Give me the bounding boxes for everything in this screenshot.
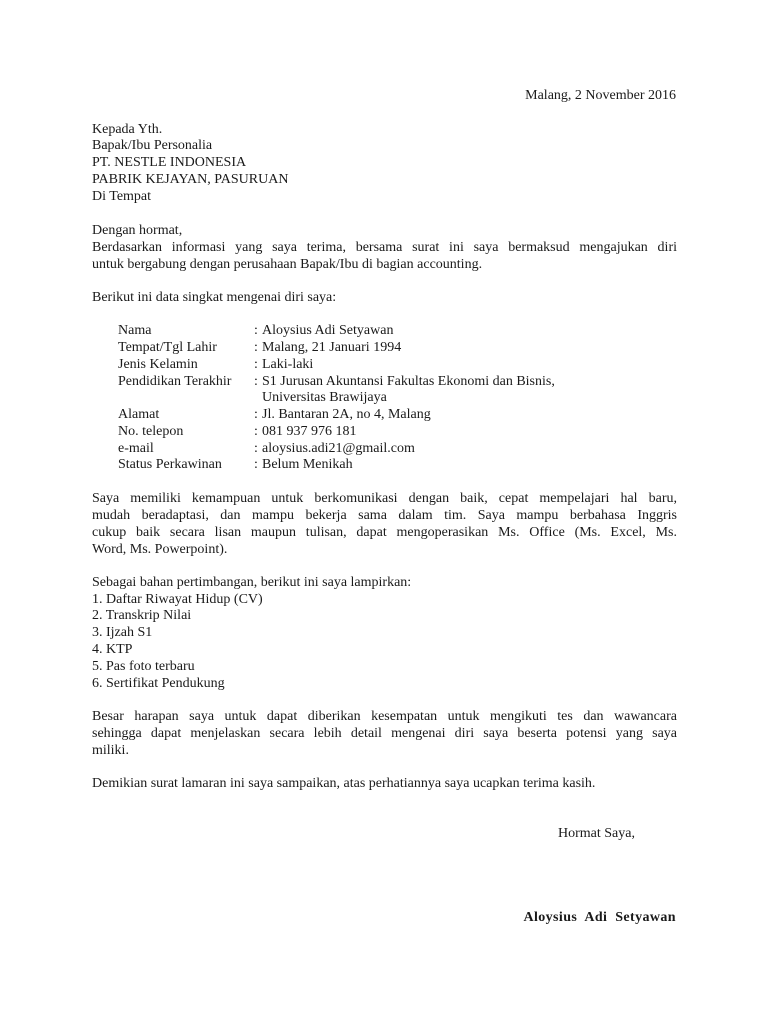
list-item: 6. Sertifikat Pendukung <box>92 676 225 691</box>
signature-name: Aloysius Adi Setyawan <box>523 910 676 925</box>
data-colon: : <box>254 374 258 389</box>
data-label: Status Perkawinan <box>118 457 222 472</box>
data-value: Belum Menikah <box>262 457 353 472</box>
regards: Hormat Saya, <box>558 826 635 841</box>
list-item: 4. KTP <box>92 642 133 657</box>
skills-line: mudah beradaptasi, dan mampu bekerja sama dalam tim. Saya mampu berbahasa Inggris <box>92 508 677 523</box>
data-label: Tempat/Tgl Lahir <box>118 340 217 355</box>
hope-line: Besar harapan saya untuk dapat diberikan kesempatan untuk mengikuti tes dan wawancara <box>92 709 677 724</box>
skills-line: Word, Ms. Powerpoint). <box>92 542 228 557</box>
recipient-line: PT. NESTLE INDONESIA <box>92 155 247 170</box>
recipient-line: Bapak/Ibu Personalia <box>92 138 213 153</box>
hope-line: sehingga dapat menjelaskan secara lebih detail mengenai diri saya beserta potensi yang saya <box>92 726 677 741</box>
skills-line: cukup baik secara lisan maupun tulisan, dapat mengoperasikan Ms. Office (Ms. Excel, Ms. <box>92 525 677 540</box>
data-label: Pendidikan Terakhir <box>118 374 232 389</box>
list-item: 2. Transkrip Nilai <box>92 608 192 623</box>
list-item: 1. Daftar Riwayat Hidup (CV) <box>92 592 263 607</box>
data-value: Aloysius Adi Setyawan <box>262 323 394 338</box>
list-item: 3. Ijzah S1 <box>92 625 153 640</box>
data-value: Malang, 21 Januari 1994 <box>262 340 402 355</box>
data-value: 081 937 976 181 <box>262 424 357 439</box>
data-heading: Berikut ini data singkat mengenai diri saya: <box>92 290 337 305</box>
data-colon: : <box>254 407 258 422</box>
intro-line: Berdasarkan informasi yang saya terima, bersama surat ini saya bermaksud mengajukan diri <box>92 240 677 255</box>
data-value: Jl. Bantaran 2A, no 4, Malang <box>262 407 431 422</box>
data-label: Nama <box>118 323 152 338</box>
data-value: Laki-laki <box>262 357 314 372</box>
data-value: Universitas Brawijaya <box>262 390 387 405</box>
data-colon: : <box>254 323 258 338</box>
data-label: e-mail <box>118 441 154 456</box>
data-value: aloysius.adi21@gmail.com <box>262 441 415 456</box>
recipient-line: Di Tempat <box>92 189 152 204</box>
recipient-line: PABRIK KEJAYAN, PASURUAN <box>92 172 289 187</box>
data-colon: : <box>254 457 258 472</box>
recipient-line: Kepada Yth. <box>92 122 163 137</box>
data-label: Alamat <box>118 407 160 422</box>
list-item: 5. Pas foto terbaru <box>92 659 195 674</box>
salutation: Dengan hormat, <box>92 223 183 238</box>
data-colon: : <box>254 424 258 439</box>
data-value: S1 Jurusan Akuntansi Fakultas Ekonomi dan Bisnis, <box>262 374 555 389</box>
data-label: No. telepon <box>118 424 184 439</box>
intro-line: untuk bergabung dengan perusahaan Bapak/Ibu di bagian accounting. <box>92 257 483 272</box>
attachments-heading: Sebagai bahan pertimbangan, berikut ini saya lampirkan: <box>92 575 412 590</box>
data-colon: : <box>254 441 258 456</box>
data-colon: : <box>254 357 258 372</box>
skills-line: Saya memiliki kemampuan untuk berkomunikasi dengan baik, cepat mempelajari hal baru, <box>92 491 677 506</box>
closing-line: Demikian surat lamaran ini saya sampaikan, atas perhatiannya saya ucapkan terima kasih. <box>92 776 596 791</box>
data-colon: : <box>254 340 258 355</box>
data-label: Jenis Kelamin <box>118 357 198 372</box>
letter-date: Malang, 2 November 2016 <box>525 88 676 103</box>
hope-line: miliki. <box>92 743 129 758</box>
